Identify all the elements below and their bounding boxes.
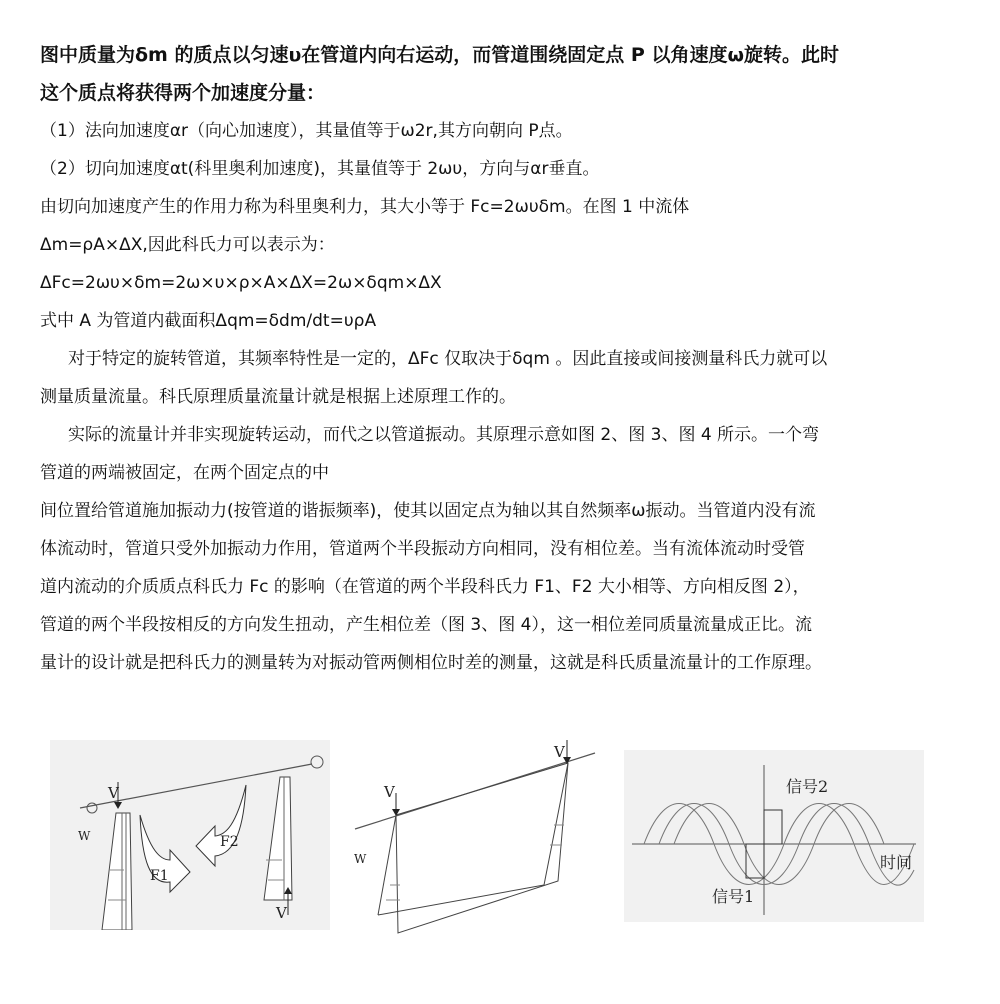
paragraph-16: 管道的两个半段按相反的方向发生扭动，产生相位差（图 3、图 4），这一相位差同质量流量成正比。流 — [40, 615, 812, 635]
paragraph-12: 管道的两端被固定，在两个固定点的中 — [40, 463, 329, 483]
paragraph-4: （2）切向加速度αt(科里奥利加速度)，其量值等于 2ωυ，方向与αr垂直。 — [40, 159, 600, 179]
paragraph-10: 测量质量流量。科氏原理质量流量计就是根据上述原理工作的。 — [40, 387, 516, 407]
figures-row — [0, 730, 1000, 990]
paragraph-8: 式中 A 为管道内截面积Δqm=δdm/dt=υρA — [40, 311, 377, 331]
paragraph-17: 量计的设计就是把科氏力的测量转为对振动管两侧相位时差的测量，这就是科氏质量流量计的工作原理。 — [40, 653, 822, 673]
label-v-bottom: V — [276, 904, 287, 922]
figure-twisted-tube — [350, 735, 600, 945]
paragraph-13: 间位置给管道施加振动力(按管道的谐振频率)，使其以固定点为轴以其自然频率ω振动。当管道内没有流 — [40, 501, 816, 521]
label-f1: F1 — [150, 868, 169, 884]
tube-edge-right — [544, 763, 568, 885]
figure-background — [624, 750, 924, 922]
paragraph-9: 对于特定的旋转管道，其频率特性是一定的，ΔFc 仅取决于δqm 。因此直接或间接测量科氏力就可以 — [68, 349, 828, 369]
label-v-right: V — [554, 743, 565, 761]
label-v-left: V — [384, 783, 395, 801]
tube-edge-bottom — [378, 885, 544, 915]
figure-coriolis-forces — [50, 740, 330, 930]
paragraph-14: 体流动时，管道只受外加振动力作用，管道两个半段振动方向相同，没有相位差。当有流体流动时受管 — [40, 539, 805, 559]
label-f2: F2 — [220, 834, 239, 850]
article-text — [40, 36, 965, 682]
label-signal-2: 信号2 — [786, 777, 829, 796]
paragraph-2: 这个质点将获得两个加速度分量： — [40, 82, 326, 104]
paragraph-6: Δm=ρA×ΔX,因此科氏力可以表示为： — [40, 235, 335, 255]
paragraph-1: 图中质量为δm 的质点以匀速υ在管道内向右运动，而管道围绕固定点 P 以角速度ω旋转。此时 — [40, 44, 839, 66]
label-w: W — [354, 852, 367, 866]
label-v-top: V — [108, 784, 119, 802]
paragraph-15: 道内流动的介质质点科氏力 Fc 的影响（在管道的两个半段科氏力 F1、F2 大小相等、方向相反图 2）， — [40, 577, 810, 597]
paragraph-5: 由切向加速度产生的作用力称为科里奥利力，其大小等于 Fc=2ωυδm。在图 1 中流体 — [40, 197, 690, 217]
label-time: 时间 — [880, 853, 913, 872]
label-signal-1: 信号1 — [712, 887, 755, 906]
figure-phase-signals — [624, 750, 924, 922]
paragraph-7: ΔFc=2ωυ×δm=2ω×υ×ρ×A×ΔX=2ω×δqm×ΔX — [40, 273, 442, 293]
paragraph-3: （1）法向加速度αr（向心加速度），其量值等于ω2r,其方向朝向 P点。 — [40, 121, 573, 141]
label-w: W — [78, 829, 91, 843]
paragraph-11: 实际的流量计并非实现旋转运动，而代之以管道振动。其原理示意如图 2、图 3、图 4 所示。一个弯 — [68, 425, 820, 445]
